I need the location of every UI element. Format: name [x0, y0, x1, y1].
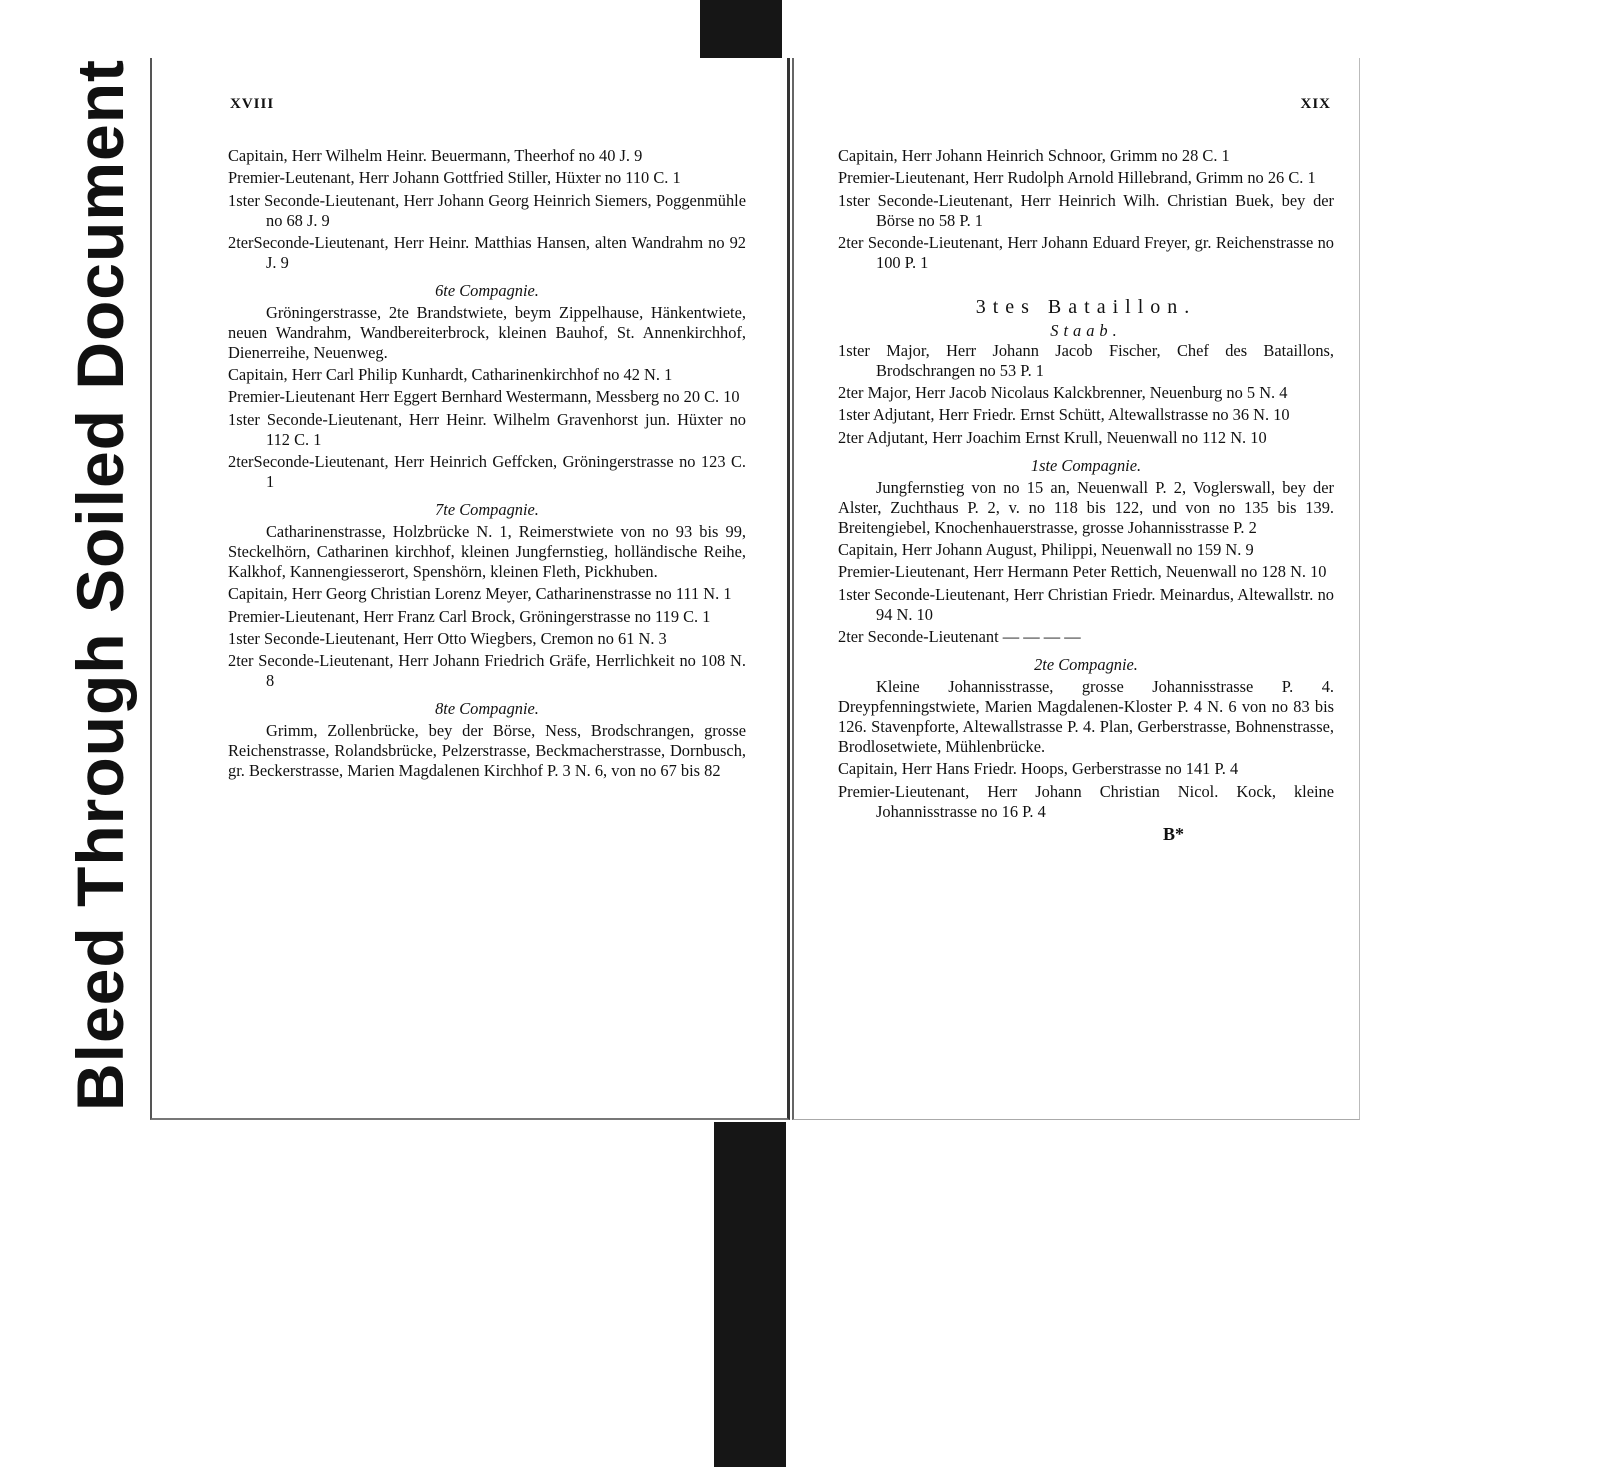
stamp-label: Bleed Through Soiled Document — [63, 58, 137, 1112]
street-list: Jungfernstieg von no 15 an, Neuenwall P. 2, Voglerswall, bey der Alster, Zuchthaus P. 2, v. no 118 bis 122, und von no 135 bis 139. Breitengiebel, Knochenhauerstrasse, grosse Johannisstrasse P. 2 — [838, 477, 1334, 537]
roster-entry: Premier-Lieutenant, Herr Rudolph Arnold Hillebrand, Grimm no 26 C. 1 — [838, 168, 1316, 188]
roster-entry: 1ster Seconde-Lieutenant, Herr Heinr. Wilhelm Gravenhorst jun. Hüxter no 112 C. 1 — [228, 409, 746, 449]
roster-entry: Premier-Lieutenant, Herr Franz Carl Brock, Gröningerstrasse no 119 C. 1 — [228, 606, 711, 626]
left-page-text — [228, 146, 746, 784]
roster-entry: 1ster Seconde-Lieutenant, Herr Johann Georg Heinrich Siemers, Poggenmühle no 68 J. 9 — [228, 190, 746, 230]
company-heading: 7te Compagnie. — [435, 500, 539, 520]
roster-entry: Premier-Lieutenant, Herr Johann Christian Nicol. Kock, kleine Johannisstrasse no 16 P. 4 — [838, 781, 1334, 821]
street-list: Kleine Johannisstrasse, grosse Johannisstrasse P. 4. Dreypfenningstwiete, Marien Magdalenen-Kloster P. 4 N. 6 von no 83 bis 126. Stavenpforte, Altewallstrasse P. 4. Plan, Gerberstrasse, Bohnenstrasse, Brodlosetwiete, Mühlenbrücke. — [838, 676, 1334, 756]
street-list: Grimm, Zollenbrücke, bey der Börse, Ness, Brodschrangen, grosse Reichenstrasse, Rolandsbrücke, Pelzerstrasse, Beckmacherstrasse, Dornbusch, gr. Beckerstrasse, Marien Magdalenen Kirchhof P. 3 N. 6, von no 67 bis 82 — [228, 721, 746, 781]
roster-entry: Capitain, Herr Johann Heinrich Schnoor, Grimm no 28 C. 1 — [838, 146, 1230, 165]
book-spine-bottom — [714, 1122, 786, 1467]
company-heading: 8te Compagnie. — [435, 699, 539, 719]
signature-mark: B* — [1162, 823, 1184, 844]
roster-entry: 1ster Adjutant, Herr Friedr. Ernst Schütt, Altewallstrasse no 36 N. 10 — [838, 405, 1290, 425]
roster-entry: Capitain, Herr Georg Christian Lorenz Meyer, Catharinenstrasse no 111 N. 1 — [228, 584, 732, 604]
roster-entry: 1ster Major, Herr Johann Jacob Fischer, Chef des Bataillons, Brodschrangen no 53 P. 1 — [838, 340, 1334, 380]
right-page-number: XIX — [1300, 96, 1331, 112]
roster-entry: 2ter Seconde-Lieutenant — — — — — [838, 626, 1081, 646]
roster-entry: 2terSeconde-Lieutenant, Herr Heinr. Matthias Hansen, alten Wandrahm no 92 J. 9 — [228, 232, 746, 272]
company-heading: 1ste Compagnie. — [1030, 455, 1142, 475]
battalion-heading: 3tes Bataillon. — [975, 295, 1197, 318]
roster-entry: 1ster Seconde-Lieutenant, Herr Christian Friedr. Meinardus, Altewallstr. no 94 N. 10 — [838, 584, 1334, 624]
company-heading: 2te Compagnie. — [1034, 654, 1138, 674]
roster-entry: Capitain, Herr Hans Friedr. Hoops, Gerberstrasse no 141 P. 4 — [838, 759, 1239, 779]
left-page — [150, 58, 790, 1120]
street-list: Catharinenstrasse, Holzbrücke N. 1, Reimerstwiete von no 93 bis 99, Steckelhörn, Catharinen kirchhof, kleinen Jungfernstieg, holländische Reihe, Kalkhof, Kannengiesserort, Spenshörn, kleinen Fleth, Pickhuben. — [228, 522, 746, 582]
staff-heading: Staab. — [1050, 320, 1122, 340]
roster-entry: 2ter Seconde-Lieutenant, Herr Johann Eduard Freyer, gr. Reichenstrasse no 100 P. 1 — [838, 232, 1334, 272]
roster-entry: Premier-Lieutenant, Herr Hermann Peter Rettich, Neuenwall no 128 N. 10 — [838, 562, 1327, 582]
right-page — [792, 58, 1360, 1120]
left-page-number: XVIII — [230, 96, 275, 112]
roster-entry: 2terSeconde-Lieutenant, Herr Heinrich Geffcken, Gröningerstrasse no 123 C. 1 — [228, 452, 746, 492]
right-page-text — [838, 146, 1334, 845]
roster-entry: Premier-Lieutenant Herr Eggert Bernhard Westermann, Messberg no 20 C. 10 — [228, 387, 740, 407]
roster-entry: 2ter Seconde-Lieutenant, Herr Johann Friedrich Gräfe, Herrlichkeit no 108 N. 8 — [228, 651, 746, 691]
roster-entry: Capitain, Herr Wilhelm Heinr. Beuermann, Theerhof no 40 J. 9 — [228, 146, 643, 165]
street-list: Gröningerstrasse, 2te Brandstwiete, beym Zippelhause, Hänkentwiete, neuen Wandrahm, Wandbereiterbrock, kleinen Bauhof, St. Annenkirchhof, Dienerreihe, Neuenweg. — [228, 302, 746, 362]
roster-entry: Capitain, Herr Johann August, Philippi, Neuenwall no 159 N. 9 — [838, 540, 1254, 560]
bleed-through-stamp — [60, 58, 140, 1112]
roster-entry: 2ter Major, Herr Jacob Nicolaus Kalckbrenner, Neuenburg no 5 N. 4 — [838, 383, 1288, 403]
roster-entry: 2ter Adjutant, Herr Joachim Ernst Krull, Neuenwall no 112 N. 10 — [838, 427, 1267, 447]
roster-entry: 1ster Seconde-Lieutenant, Herr Otto Wiegbers, Cremon no 61 N. 3 — [228, 628, 667, 648]
company-heading: 6te Compagnie. — [435, 280, 539, 300]
roster-entry: 1ster Seconde-Lieutenant, Herr Heinrich Wilh. Christian Buek, bey der Börse no 58 P. 1 — [838, 190, 1334, 230]
roster-entry: Capitain, Herr Carl Philip Kunhardt, Catharinenkirchhof no 42 N. 1 — [228, 365, 673, 385]
roster-entry: Premier-Leutenant, Herr Johann Gottfried Stiller, Hüxter no 110 C. 1 — [228, 168, 681, 188]
